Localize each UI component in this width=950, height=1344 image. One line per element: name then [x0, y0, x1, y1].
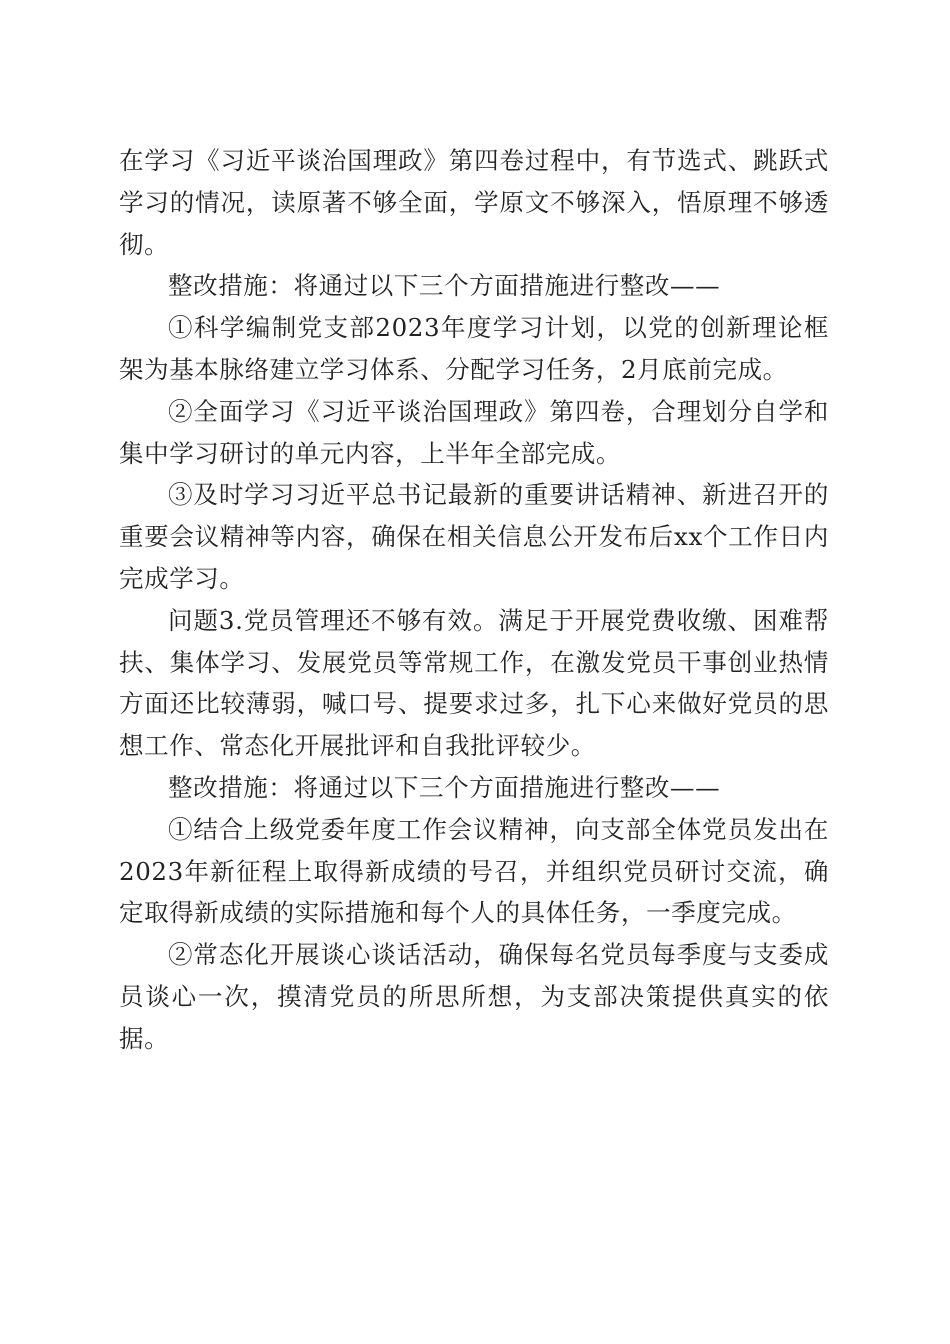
paragraph-measure-1: ①结合上级党委年度工作会议精神，向支部全体党员发出在2023年新征程上取得新成绩的号召，并组织党员研讨交流，确定取得新成绩的实际措施和每个人的具体任务，一季度完成。 — [119, 814, 829, 928]
document-body — [119, 140, 829, 1060]
paragraph-problem-3: 问题3.党员管理还不够有效。满足于开展党费收缴、困难帮扶、集体学习、发展党员等常规工作，在激发党员干事创业热情方面还比较薄弱，喊口号、提要求过多，扎下心来做好党员的思想工作、常态化开展批评和自我批评较少。 — [119, 605, 829, 761]
paragraph-measure-2: ②全面学习《习近平谈治国理政》第四卷，合理划分自学和集中学习研讨的单元内容，上半年全部完成。 — [119, 396, 829, 468]
paragraph-measure-3: ③及时学习习近平总书记最新的重要讲话精神、新进召开的重要会议精神等内容，确保在相关信息公开发布后xx个工作日内完成学习。 — [119, 480, 829, 593]
paragraph-rectification-heading: 整改措施：将通过以下三个方面措施进行整改—— — [168, 271, 721, 301]
paragraph-continuation: 在学习《习近平谈治国理政》第四卷过程中，有节选式、跳跃式学习的情况，读原著不够全面，学原文不够深入，悟原理不够透彻。 — [119, 146, 829, 259]
paragraph-measure-1: ①科学编制党支部2023年度学习计划，以党的创新理论框架为基本脉络建立学习体系、分配学习任务，2月底前完成。 — [119, 313, 829, 384]
paragraph-rectification-heading: 整改措施：将通过以下三个方面措施进行整改—— — [168, 772, 721, 802]
paragraph-measure-2: ②常态化开展谈心谈话活动，确保每名党员每季度与支委成员谈心一次，摸清党员的所思所想，为支部决策提供真实的依据。 — [119, 940, 829, 1053]
